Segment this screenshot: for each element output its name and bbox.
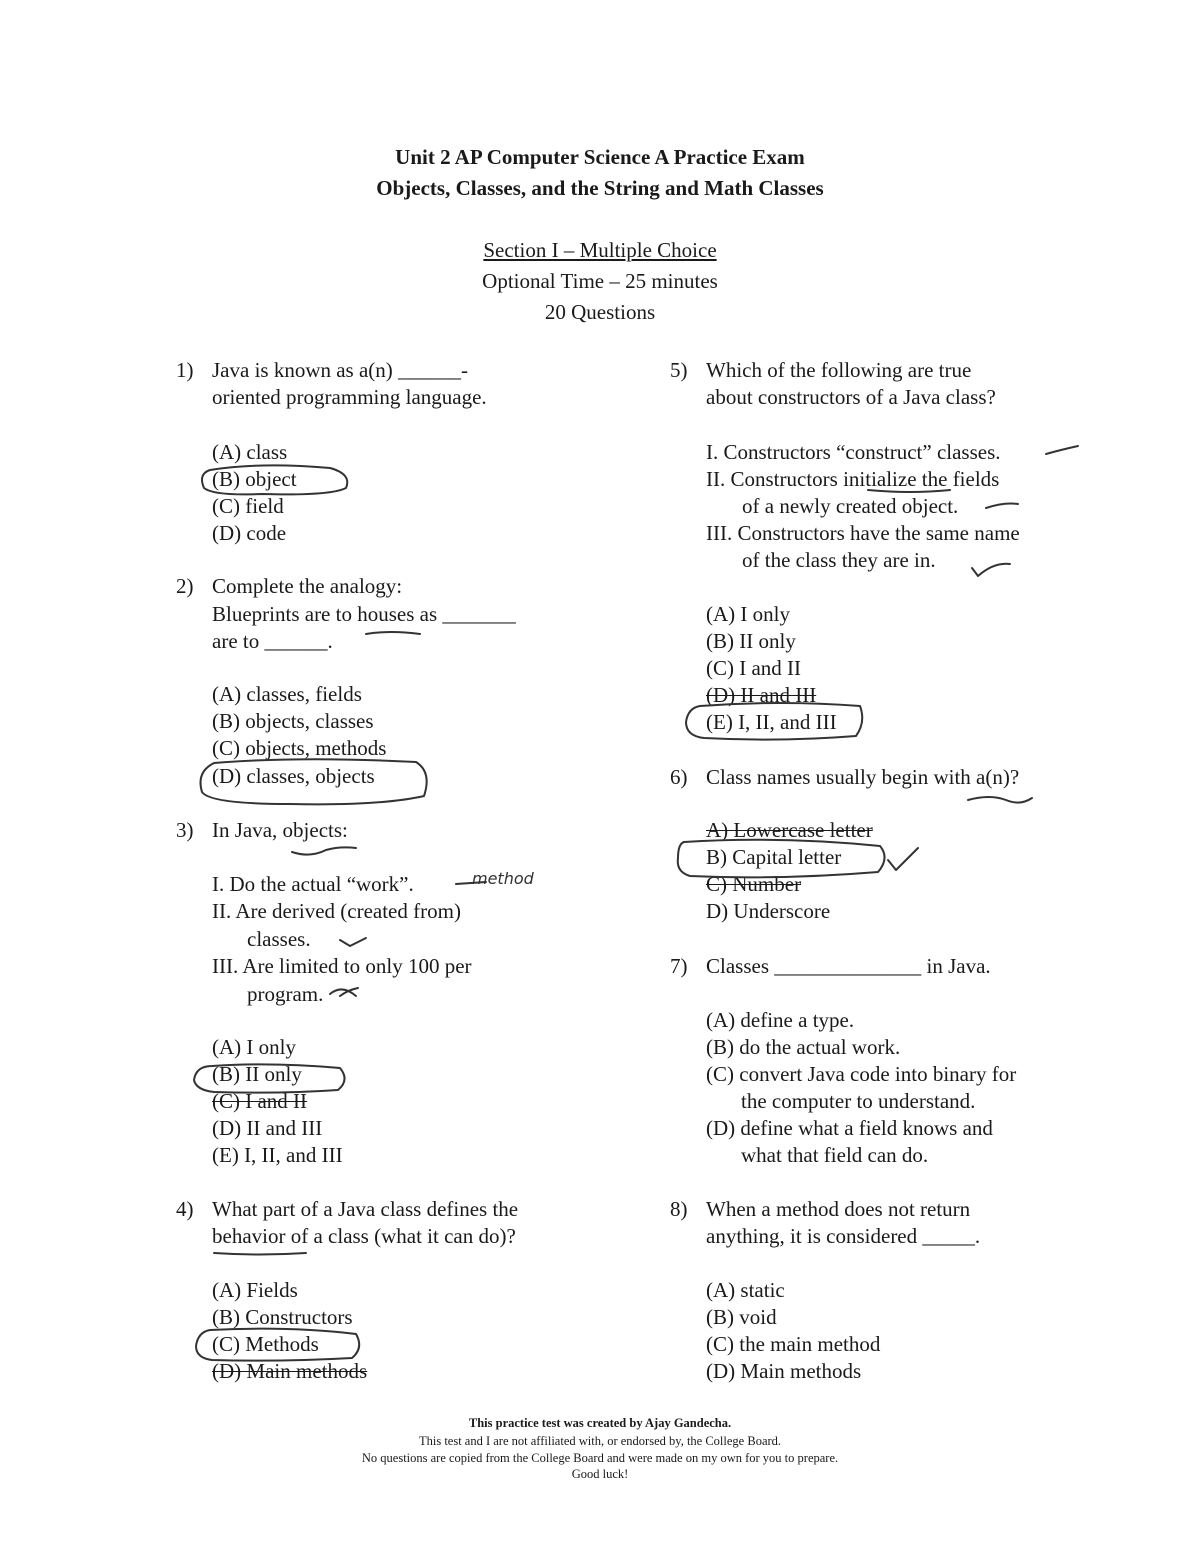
question-stem: anything, it is considered _____. [706, 1224, 981, 1248]
answer-option: D) Underscore [706, 899, 831, 923]
statement: classes. [247, 927, 311, 951]
answer-option: (D) Main methods [212, 1359, 368, 1383]
statement: I. Do the actual “work”. [212, 872, 414, 896]
squiggle-mark [292, 847, 356, 854]
question-stem: Which of the following are true [706, 358, 972, 382]
answer-option: (D) II and III [706, 683, 817, 707]
answer-option: (D) II and III [212, 1116, 323, 1140]
question-stem: Java is known as a(n) ______- [212, 358, 469, 382]
answer-option: (B) II only [212, 1062, 302, 1086]
answer-option: B) Capital letter [706, 845, 842, 869]
answer-option: (C) the main method [706, 1332, 881, 1356]
answer-option: (B) do the actual work. [706, 1035, 901, 1059]
answer-option: (E) I, II, and III [212, 1143, 343, 1167]
question-stem: Classes ______________ in Java. [706, 954, 991, 978]
question-stem: What part of a Java class defines the [212, 1197, 519, 1221]
answer-option: (C) I and II [212, 1089, 308, 1113]
question-number: 4) [176, 1197, 194, 1221]
answer-option: (C) objects, methods [212, 736, 387, 760]
answer-option: what that field can do. [741, 1143, 929, 1167]
answer-option: A) Lowercase letter [706, 818, 873, 842]
answer-option: (B) void [706, 1305, 777, 1329]
statement: of the class they are in. [742, 548, 936, 572]
check-mark [972, 564, 1010, 576]
answer-option: (D) code [212, 521, 287, 545]
x-mark [330, 988, 358, 996]
question-stem: Blueprints are to houses as _______ [212, 602, 516, 626]
answer-option: (B) II only [706, 629, 796, 653]
check-mark [986, 504, 1018, 509]
question-number: 3) [176, 818, 194, 842]
answer-option: the computer to understand. [741, 1089, 976, 1113]
section-heading: Section I – Multiple Choice [483, 238, 717, 262]
question-stem: are to ______. [212, 629, 333, 653]
question-stem: oriented programming language. [212, 385, 487, 409]
exam-title: Unit 2 AP Computer Science A Practice Exam [395, 145, 805, 169]
answer-option: (A) static [706, 1278, 785, 1302]
answer-option: (B) objects, classes [212, 709, 374, 733]
answer-option: (C) I and II [706, 656, 802, 680]
footer-author: This practice test was created by Ajay Gandecha. [468, 1416, 732, 1430]
question-stem: Class names usually begin with a(n)? [706, 765, 1020, 789]
question-number: 1) [176, 358, 194, 382]
exam-subtitle: Objects, Classes, and the String and Math Classes [376, 176, 824, 200]
time-limit: Optional Time – 25 minutes [482, 269, 718, 293]
question-number: 5) [670, 358, 688, 382]
check-mark [1046, 446, 1078, 454]
statement: I. Constructors “construct” classes. [706, 440, 1001, 464]
answer-option: (D) classes, objects [212, 764, 375, 788]
answer-option: (A) I only [212, 1035, 296, 1059]
footer-note: No questions are copied from the College Board and were made on my own for you to prepare. [361, 1451, 839, 1465]
answer-option: (C) convert Java code into binary for [706, 1062, 1017, 1086]
footer-goodluck: Good luck! [571, 1467, 629, 1481]
answer-option: C) Number [706, 872, 802, 896]
statement: of a newly created object. [742, 494, 959, 518]
statement: program. [247, 982, 324, 1006]
answer-option: (C) Methods [212, 1332, 319, 1356]
question-stem: When a method does not return [706, 1197, 971, 1221]
answer-option: (B) object [212, 467, 297, 491]
answer-option: (A) class [212, 440, 288, 464]
question-stem: In Java, objects: [212, 818, 348, 842]
question-number: 2) [176, 574, 194, 598]
answer-option: (D) Main methods [706, 1359, 862, 1383]
question-stem: behavior of a class (what it can do)? [212, 1224, 516, 1248]
answer-option: (A) I only [706, 602, 790, 626]
answer-option: (B) Constructors [212, 1305, 353, 1329]
answer-option: (A) classes, fields [212, 682, 362, 706]
question-stem: about constructors of a Java class? [706, 385, 996, 409]
statement: III. Constructors have the same name [706, 521, 1020, 545]
answer-option: (C) field [212, 494, 284, 518]
squiggle-mark [968, 797, 1032, 803]
answer-option: (E) I, II, and III [706, 710, 837, 734]
question-count: 20 Questions [544, 300, 656, 324]
footer-disclaimer: This test and I are not affiliated with, or endorsed by, the College Board. [418, 1434, 782, 1448]
answer-option: (A) Fields [212, 1278, 298, 1302]
question-stem: Complete the analogy: [212, 574, 403, 598]
question-number: 7) [670, 954, 688, 978]
squiggle-mark [366, 632, 420, 634]
check-mark [340, 938, 366, 946]
answer-option: (D) define what a field knows and [706, 1116, 993, 1140]
underline-mark [214, 1253, 306, 1255]
handwritten-note: method [472, 869, 534, 888]
statement: II. Are derived (created from) [212, 899, 461, 923]
check-mark [888, 848, 918, 870]
question-number: 6) [670, 765, 688, 789]
statement: II. Constructors initialize the fields [706, 467, 1000, 491]
answer-option: (A) define a type. [706, 1008, 855, 1032]
question-number: 8) [670, 1197, 688, 1221]
statement: III. Are limited to only 100 per [212, 954, 472, 978]
